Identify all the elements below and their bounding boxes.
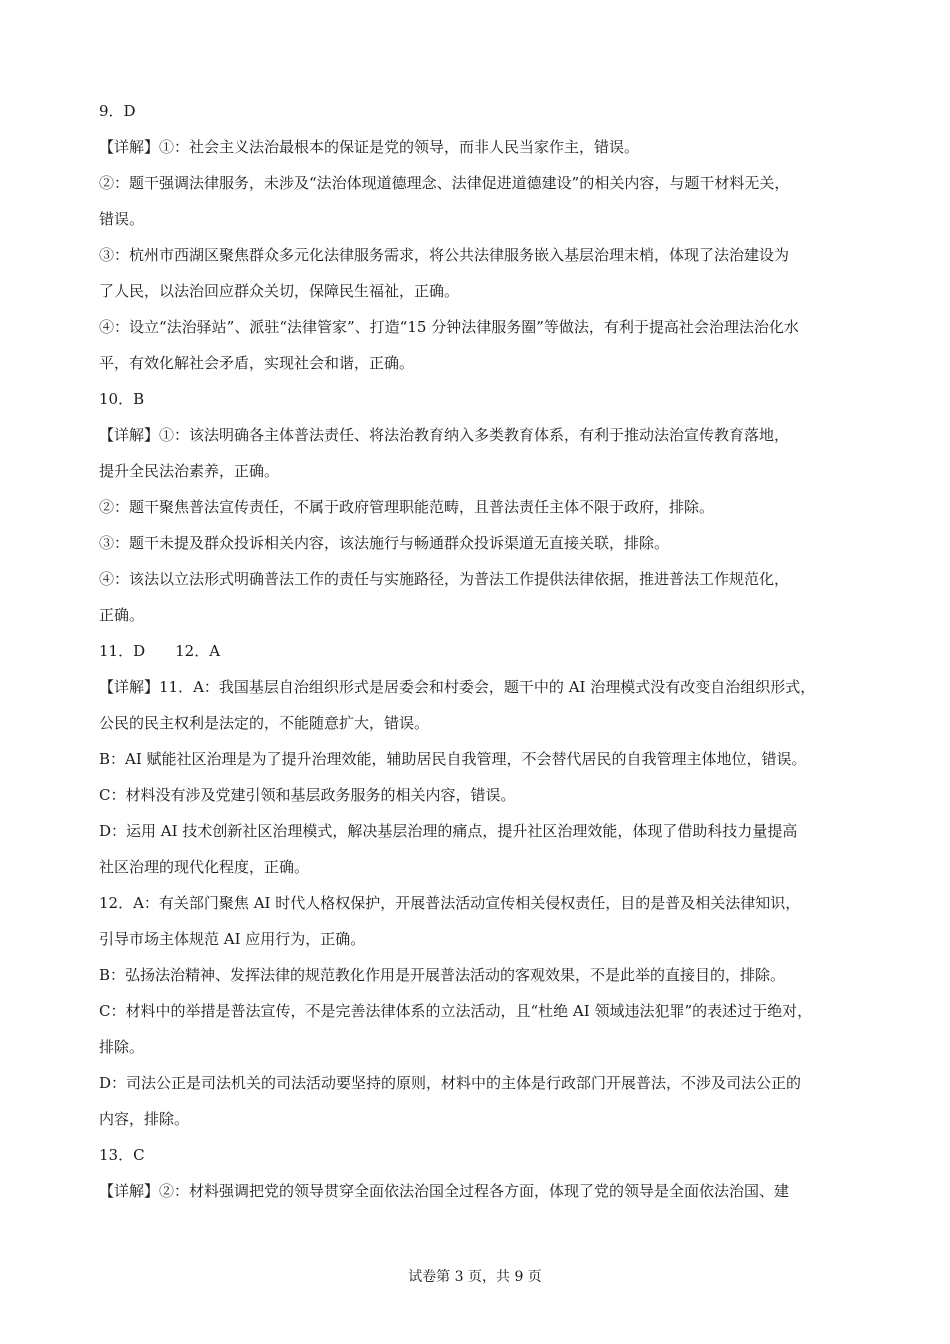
explanation-line: 【详解】①：该法明确各主体普法责任、将法治教育纳入多类教育体系，有利于推动法治宣传教育落地， (99, 426, 790, 444)
explanation-line: 提升全民法治素养，正确。 (99, 462, 280, 480)
explanation-line: 了人民，以法治回应群众关切，保障民生福祉，正确。 (99, 282, 460, 300)
explanation-line: 【详解】①：社会主义法治最根本的保证是党的领导，而非人民当家作主，错误。 (99, 138, 640, 156)
explanation-line: 内容，排除。 (99, 1110, 190, 1128)
explanation-line: 正确。 (99, 606, 145, 624)
explanation-line: ④：设立“法治驿站”、派驻“法律管家”、打造“15 分钟法律服务圈”等做法，有利于提高社会治理法治化水 (99, 318, 799, 336)
page-footer: 试卷第 3 页，共 9 页 (408, 1269, 542, 1285)
explanation-line: D：司法公正是司法机关的司法活动要坚持的原则，材料中的主体是行政部门开展普法，不涉及司法公正的 (99, 1074, 802, 1092)
explanation-line: 【详解】②：材料强调把党的领导贯穿全面依法治国全过程各方面，体现了党的领导是全面依法治国、建 (99, 1182, 790, 1200)
explanation-line: 【详解】11．A：我国基层自治组织形式是居委会和村委会，题干中的 AI 治理模式没有改变自治组织形式， (99, 678, 816, 696)
explanation-line: ④：该法以立法形式明确普法工作的责任与实施路径，为普法工作提供法律依据，推进普法工作规范化， (99, 570, 790, 588)
explanation-line: ②：题干强调法律服务，未涉及“法治体现道德理念、法律促进道德建设”的相关内容，与题干材料无关， (99, 174, 790, 192)
explanation-line: 公民的民主权利是法定的，不能随意扩大，错误。 (99, 714, 430, 732)
explanation-line: 排除。 (99, 1038, 145, 1056)
explanation-line: ③：杭州市西湖区聚焦群众多元化法律服务需求，将公共法律服务嵌入基层治理末梢，体现了法治建设为 (99, 246, 790, 264)
explanation-line: ③：题干未提及群众投诉相关内容，该法施行与畅通群众投诉渠道无直接关联，排除。 (99, 534, 670, 552)
explanation-line: B：AI 赋能社区治理是为了提升治理效能，辅助居民自我管理，不会替代居民的自我管理主体地位，错误。 (99, 750, 807, 768)
answer-line-13: 13．C (99, 1146, 145, 1164)
answer-line-9: 9．D (99, 102, 136, 120)
explanation-line: ②：题干聚焦普法宣传责任，不属于政府管理职能范畴，且普法责任主体不限于政府，排除。 (99, 498, 715, 516)
explanation-line: 引导市场主体规范 AI 应用行为，正确。 (99, 930, 366, 948)
explanation-line: 错误。 (99, 210, 145, 228)
explanation-line: 社区治理的现代化程度，正确。 (99, 858, 310, 876)
explanation-line: C：材料没有涉及党建引领和基层政务服务的相关内容，错误。 (99, 786, 516, 804)
answer-line-11-12: 11．D 12．A (99, 642, 221, 660)
explanation-line: D：运用 AI 技术创新社区治理模式，解决基层治理的痛点，提升社区治理效能，体现了借助科技力量提高 (99, 822, 798, 840)
explanation-line: C：材料中的举措是普法宣传，不是完善法律体系的立法活动，且“杜绝 AI 领域违法犯罪”的表述过于绝对， (99, 1002, 813, 1020)
explanation-line: B：弘扬法治精神、发挥法律的规范教化作用是开展普法活动的客观效果，不是此举的直接目的，排除。 (99, 966, 786, 984)
explanation-line: 平，有效化解社会矛盾，实现社会和谐，正确。 (99, 354, 415, 372)
explanation-line: 12．A：有关部门聚焦 AI 时代人格权保护，开展普法活动宣传相关侵权责任，目的是普及相关法律知识， (99, 894, 801, 912)
answer-line-10: 10．B (99, 390, 145, 408)
